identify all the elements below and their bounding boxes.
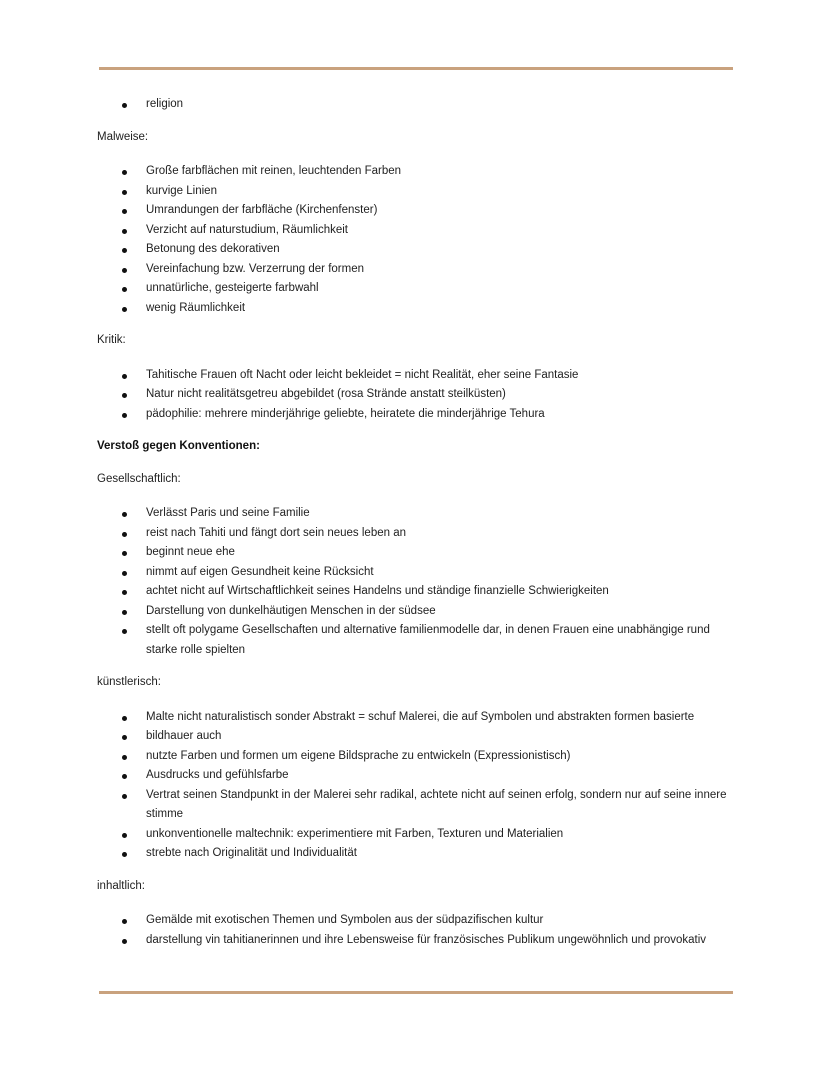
list-item-text: Verlässt Paris und seine Familie	[146, 507, 310, 519]
kritik-list	[97, 366, 737, 425]
list-item	[97, 299, 737, 319]
list-item	[97, 602, 737, 622]
kritik-heading: Kritik:	[97, 334, 126, 346]
bullet-icon	[122, 209, 127, 214]
list-item	[97, 786, 737, 825]
bullet-icon	[122, 532, 127, 537]
list-item-text: beginnt neue ehe	[146, 546, 235, 558]
bullet-icon	[122, 393, 127, 398]
bullet-icon	[122, 735, 127, 740]
list-item-text: Betonung des dekorativen	[146, 243, 280, 255]
bottom-divider	[99, 991, 733, 994]
list-item-text: stellt oft polygame Gesellschaften und alternative familienmodelle dar, in denen Frauen eine unabhängige rund starke rolle spielten	[146, 624, 710, 656]
list-item-text: Ausdrucks und gefühlsfarbe	[146, 769, 289, 781]
list-item	[97, 543, 737, 563]
list-item	[97, 621, 737, 660]
list-item-text: kurvige Linien	[146, 184, 217, 197]
bullet-icon	[122, 551, 127, 556]
list-item-text: reist nach Tahiti und fängt dort sein neues leben an	[146, 526, 406, 539]
list-item-text: unnatürliche, gesteigerte farbwahl	[146, 282, 319, 294]
inhaltlich-list	[97, 911, 737, 950]
bullet-icon	[122, 170, 127, 175]
list-item-text: Vertrat seinen Standpunkt in der Malerei sehr radikal, achtete nicht auf seinen erfolg, sondern nur auf seine innere stimme	[146, 788, 727, 820]
list-item	[97, 766, 737, 786]
list-item-text: Natur nicht realitätsgetreu abgebildet (rosa Strände anstatt steilküsten)	[146, 388, 506, 400]
list-item-text: Malte nicht naturalistisch sonder Abstrakt = schuf Malerei, die auf Symbolen und abstrakten formen basierte	[146, 710, 695, 723]
list-item	[97, 504, 737, 524]
list-item	[97, 405, 737, 425]
bullet-icon	[122, 512, 127, 517]
kuenstlerisch-heading: künstlerisch:	[97, 676, 161, 688]
bullet-icon	[122, 629, 127, 634]
bullet-icon	[122, 103, 127, 108]
malweise-heading: Malweise:	[97, 130, 149, 143]
bullet-icon	[122, 248, 127, 253]
bullet-icon	[122, 190, 127, 195]
list-item	[97, 260, 737, 280]
bullet-icon	[122, 268, 127, 273]
bullet-icon	[122, 833, 127, 838]
list-item-text: Vereinfachung bzw. Verzerrung der formen	[146, 262, 364, 275]
list-item	[97, 708, 737, 728]
gesellschaftlich-heading: Gesellschaftlich:	[97, 472, 181, 485]
bullet-icon	[122, 610, 127, 615]
list-item	[97, 747, 737, 767]
bullet-icon	[122, 755, 127, 760]
gesellschaftlich-list	[97, 504, 737, 660]
list-item	[97, 524, 737, 544]
bullet-icon	[122, 307, 127, 312]
list-item	[97, 911, 737, 931]
top-divider	[99, 67, 733, 70]
bullet-icon	[122, 939, 127, 944]
list-item-text: Umrandungen der farbfläche (Kirchenfenster)	[146, 204, 378, 216]
list-item	[97, 240, 737, 260]
list-item	[97, 825, 737, 845]
list-item	[97, 366, 737, 386]
bullet-icon	[122, 287, 127, 292]
list-item-text: strebte nach Originalität und Individualität	[146, 847, 357, 859]
list-item	[97, 201, 737, 221]
bullet-icon	[122, 571, 127, 576]
list-item	[97, 844, 737, 864]
bullet-icon	[122, 590, 127, 595]
list-item	[97, 931, 737, 951]
list-item	[97, 162, 737, 182]
list-item-text: wenig Räumlichkeit	[146, 301, 246, 314]
bullet-icon	[122, 413, 127, 418]
list-item-text: Darstellung von dunkelhäutigen Menschen in der südsee	[146, 604, 436, 617]
list-item	[97, 95, 737, 115]
list-item	[97, 182, 737, 202]
kuenstlerisch-list	[97, 708, 737, 864]
list-item	[97, 727, 737, 747]
list-item	[97, 582, 737, 602]
list-item-text: religion	[146, 98, 184, 110]
list-item	[97, 221, 737, 241]
malweise-list	[97, 162, 737, 318]
list-item-text: Verzicht auf naturstudium, Räumlichkeit	[146, 223, 348, 236]
list-item-text: Tahitische Frauen oft Nacht oder leicht bekleidet = nicht Realität, eher seine Fantasie	[146, 368, 579, 381]
list-item-text: Große farbflächen mit reinen, leuchtenden Farben	[146, 165, 402, 177]
list-item-text: nimmt auf eigen Gesundheit keine Rücksicht	[146, 565, 374, 578]
list-item	[97, 279, 737, 299]
bullet-icon	[122, 374, 127, 379]
list-item-text: Gemälde mit exotischen Themen und Symbolen aus der südpazifischen kultur	[146, 914, 544, 926]
intro-list	[97, 95, 737, 115]
list-item-text: bildhauer auch	[146, 730, 222, 742]
list-item-text: pädophilie: mehrere minderjährige geliebte, heiratete die minderjährige Tehura	[146, 407, 545, 420]
list-item	[97, 385, 737, 405]
verstoss-heading: Verstoß gegen Konventionen:	[97, 440, 260, 452]
list-item-text: darstellung vin tahitianerinnen und ihre Lebensweise für französisches Publikum ungewöhnlich und provokativ	[146, 933, 707, 946]
document-body	[97, 95, 737, 950]
list-item	[97, 563, 737, 583]
bullet-icon	[122, 774, 127, 779]
list-item-text: unkonventionelle maltechnik: experimentiere mit Farben, Texturen und Materialien	[146, 827, 564, 840]
bullet-icon	[122, 919, 127, 924]
bullet-icon	[122, 229, 127, 234]
list-item-text: achtet nicht auf Wirtschaftlichkeit seines Handelns und ständige finanzielle Schwierigkeiten	[146, 585, 609, 597]
inhaltlich-heading: inhaltlich:	[97, 879, 145, 892]
list-item-text: nutzte Farben und formen um eigene Bildsprache zu entwickeln (Expressionistisch)	[146, 749, 571, 762]
bullet-icon	[122, 716, 127, 721]
bullet-icon	[122, 852, 127, 857]
bullet-icon	[122, 794, 127, 799]
